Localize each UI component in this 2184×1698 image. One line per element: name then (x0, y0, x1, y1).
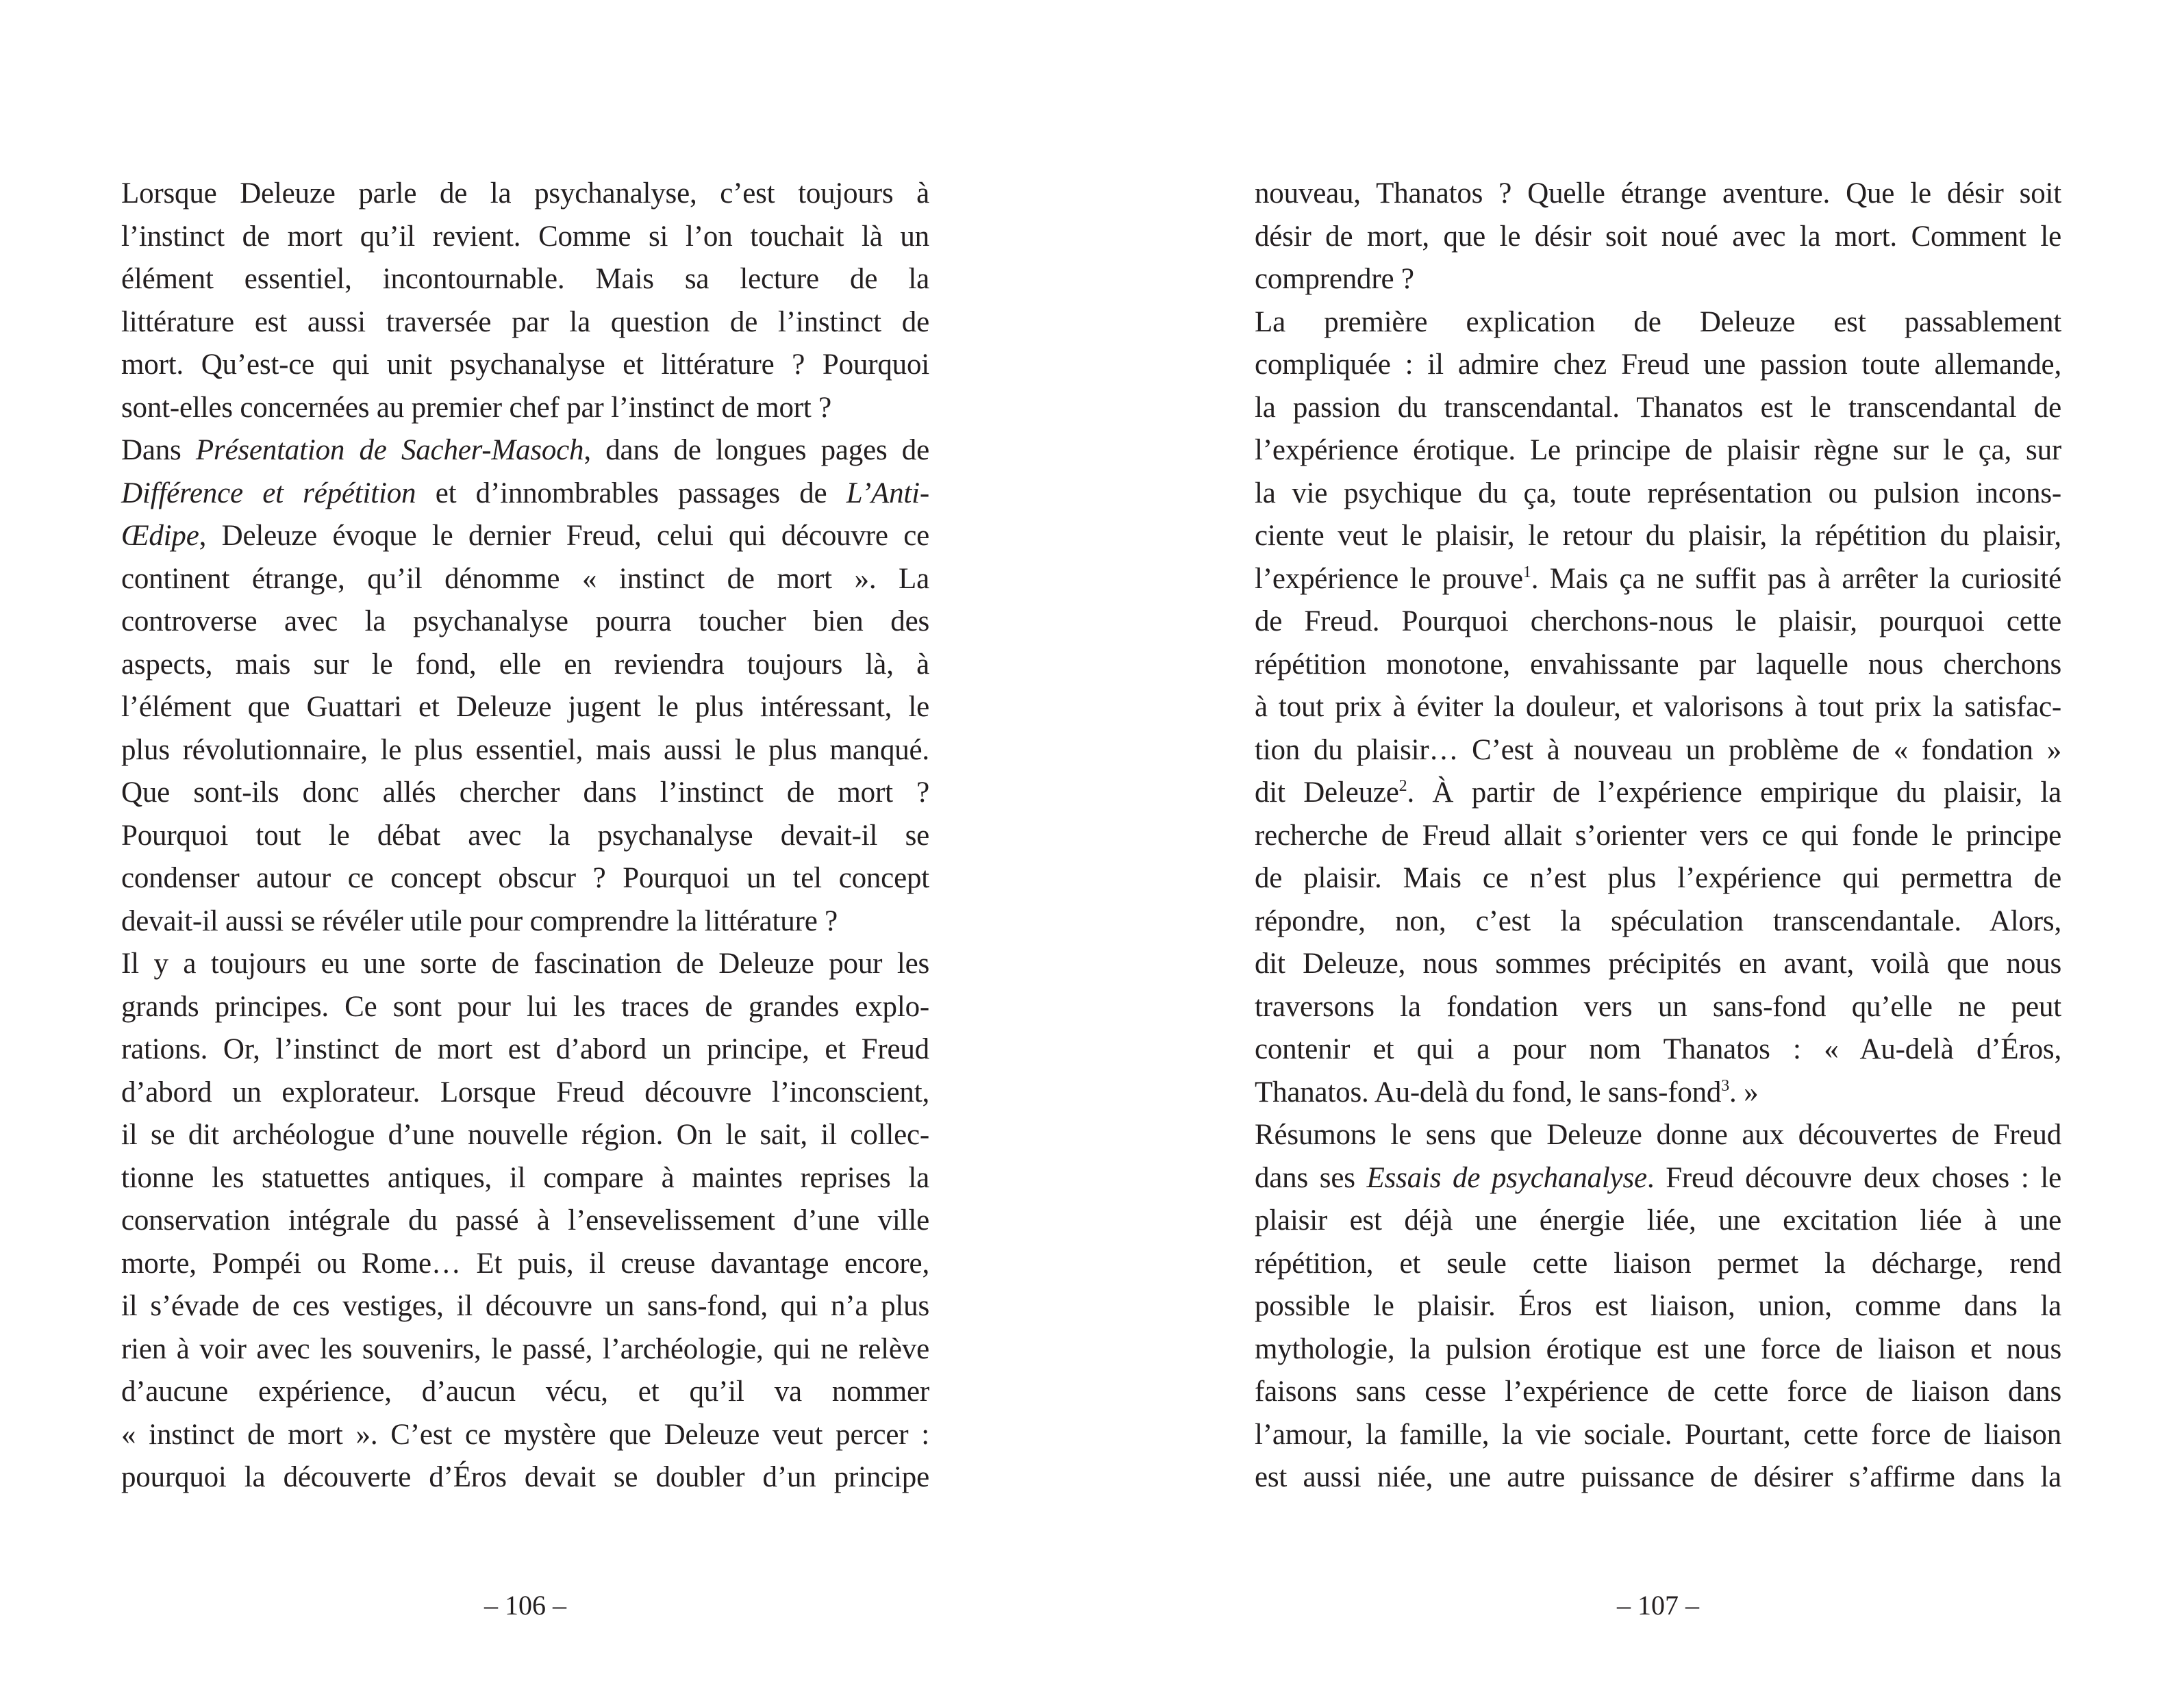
text-run: rien à voir avec les souvenirs, le passé, l’archéologie, qui ne relève (121, 1332, 929, 1365)
text-run: d’aucune expérience, d’aucun vécu, et qu’il va nommer (121, 1376, 929, 1408)
italic-title: Différence et répétition (121, 477, 416, 509)
text-run: . » (1729, 1076, 1759, 1108)
text-line (1255, 429, 2061, 472)
text-line (121, 216, 929, 259)
text-line (121, 772, 929, 815)
text-run: tion du plaisir… C’est à nouveau un problème de « fondation » (1255, 733, 2061, 766)
text-run: il s’évade de ces vestiges, il découvre un sans-fond, qui n’a plus (121, 1290, 929, 1322)
footnote-ref: 1 (1522, 563, 1531, 581)
text-run: devait-il aussi se révéler utile pour comprendre la littérature ? (121, 904, 838, 937)
text-line (1255, 515, 2061, 558)
text-run: Thanatos. Au-delà du fond, le sans-fond (1255, 1076, 1722, 1108)
text-run: l’élément que Guattari et Deleuze jugent le plus intéressant, le (121, 691, 929, 723)
text-line (121, 644, 929, 687)
text-line (121, 1243, 929, 1286)
text-line (1255, 1028, 2061, 1072)
left-page-number: – 106 – (484, 1590, 566, 1621)
text-run: plaisir est déjà une énergie liée, une excitation liée à une (1255, 1204, 2061, 1237)
text-line (121, 815, 929, 858)
text-line (121, 1456, 929, 1499)
text-run: est aussi niée, une autre puissance de désirer s’affirme dans la (1255, 1461, 2061, 1493)
right-page (1092, 0, 2184, 1698)
text-run: , Deleuze évoque le dernier Freud, celui qui découvre ce (199, 520, 929, 552)
left-page-body-text (121, 173, 929, 1499)
text-line (121, 857, 929, 900)
text-line (1255, 600, 2061, 644)
text-line (1255, 173, 2061, 216)
italic-title: Essais de psychanalyse (1366, 1161, 1647, 1194)
text-run: mort. Qu’est-ce qui unit psychanalyse et littérature ? Pourquoi (121, 349, 929, 381)
text-run: grands principes. Ce sont pour lui les traces de grandes explo- (121, 990, 929, 1023)
text-line (121, 1200, 929, 1243)
text-run: de Freud. Pourquoi cherchons-nous le plaisir, pourquoi cette (1255, 605, 2061, 637)
text-line (1255, 472, 2061, 516)
text-run: morte, Pompéi ou Rome… Et puis, il creuse davantage encore, (121, 1247, 929, 1280)
text-line (121, 1028, 929, 1072)
text-line (121, 1157, 929, 1200)
text-line (1255, 986, 2061, 1029)
text-run: traversons la fondation vers un sans-fond qu’elle ne peut (1255, 990, 2061, 1023)
text-run: la passion du transcendantal. Thanatos est le transcendantal de (1255, 391, 2061, 424)
text-run: élément essentiel, incontournable. Mais sa lecture de la (121, 263, 929, 295)
text-run: . À partir de l’expérience empirique du plaisir, la (1407, 776, 2061, 809)
text-run: mythologie, la pulsion érotique est une force de liaison et nous (1255, 1332, 2061, 1365)
text-run: Dans (121, 434, 196, 466)
text-run: pourquoi la découverte d’Éros devait se doubler d’un principe (121, 1461, 929, 1493)
text-run: , dans de longues pages de (583, 434, 929, 466)
text-run: il se dit archéologue d’une nouvelle région. On le sait, il collec- (121, 1119, 929, 1151)
text-line (1255, 815, 2061, 858)
text-run: Il y a toujours eu une sorte de fascination de Deleuze pour les (121, 948, 929, 980)
italic-title: Œdipe (121, 520, 199, 552)
right-page-number: – 107 – (1617, 1590, 1699, 1621)
text-run: l’expérience érotique. Le principe de plaisir règne sur le ça, sur (1255, 434, 2061, 466)
footnote-ref: 2 (1398, 777, 1407, 795)
text-line (1255, 943, 2061, 986)
text-run: dit Deleuze, nous sommes précipités en avant, voilà que nous (1255, 948, 2061, 980)
text-run: dit Deleuze (1255, 776, 1399, 809)
text-line (1255, 1456, 2061, 1499)
text-run: littérature est aussi traversée par la question de l’instinct de (121, 305, 929, 338)
text-line (121, 173, 929, 216)
text-run: aspects, mais sur le fond, elle en reviendra toujours là, à (121, 648, 929, 681)
text-run: conservation intégrale du passé à l’ensevelissement d’une ville (121, 1204, 929, 1237)
text-line (1255, 1414, 2061, 1457)
italic-title: L’Anti- (846, 477, 929, 509)
text-run: de plaisir. Mais ce n’est plus l’expérience qui permettra de (1255, 862, 2061, 894)
text-line (1255, 1243, 2061, 1286)
text-run: la vie psychique du ça, toute représentation ou pulsion incons- (1255, 477, 2061, 509)
text-line (1255, 772, 2061, 815)
text-line (121, 558, 929, 601)
text-line (121, 943, 929, 986)
text-line (1255, 1200, 2061, 1243)
text-line (121, 258, 929, 301)
text-run: tionne les statuettes antiques, il compare à maintes reprises la (121, 1161, 929, 1194)
text-line (121, 515, 929, 558)
text-line (121, 1114, 929, 1157)
text-line (121, 429, 929, 472)
text-line (1255, 258, 2061, 301)
text-run: répétition, et seule cette liaison permet la décharge, rend (1255, 1247, 2061, 1280)
text-line (121, 301, 929, 344)
text-line (1255, 558, 2061, 601)
footnote-ref: 3 (1721, 1076, 1730, 1095)
text-line (1255, 857, 2061, 900)
text-run: répondre, non, c’est la spéculation transcendantale. Alors, (1255, 904, 2061, 937)
text-run: possible le plaisir. Éros est liaison, union, comme dans la (1255, 1290, 2061, 1322)
text-run: contenir et qui a pour nom Thanatos : « Au-delà d’Éros, (1255, 1033, 2061, 1065)
text-line (121, 1328, 929, 1371)
text-run: . Freud découvre deux choses : le (1646, 1161, 2062, 1194)
text-line (1255, 900, 2061, 943)
text-line (121, 986, 929, 1029)
text-line (121, 686, 929, 729)
text-run: . Mais ça ne suffit pas à arrêter la curiosité (1531, 562, 2061, 595)
text-line (1255, 1157, 2061, 1200)
text-run: et d’innombrables passages de (416, 477, 846, 509)
text-run: à tout prix à éviter la douleur, et valorisons à tout prix la satisfac- (1255, 691, 2061, 723)
text-line (121, 1371, 929, 1414)
text-run: désir de mort, que le désir soit noué avec la mort. Comment le (1255, 220, 2061, 253)
text-run: compliquée : il admire chez Freud une passion toute allemande, (1255, 349, 2061, 381)
text-run: nouveau, Thanatos ? Quelle étrange aventure. Que le désir soit (1255, 177, 2061, 210)
text-line (1255, 729, 2061, 772)
text-run: controverse avec la psychanalyse pourra toucher bien des (121, 605, 929, 637)
text-run: Lorsque Deleuze parle de la psychanalyse, c’est toujours à (121, 177, 929, 210)
text-line (1255, 344, 2061, 387)
text-run: rations. Or, l’instinct de mort est d’abord un principe, et Freud (121, 1033, 929, 1065)
text-run: condenser autour ce concept obscur ? Pourquoi un tel concept (121, 862, 929, 894)
text-run: l’amour, la famille, la vie sociale. Pourtant, cette force de liaison (1255, 1418, 2061, 1451)
text-line (1255, 216, 2061, 259)
text-line (1255, 1072, 2061, 1115)
text-line (1255, 387, 2061, 430)
text-line (1255, 301, 2061, 344)
text-run: ciente veut le plaisir, le retour du plaisir, la répétition du plaisir, (1255, 520, 2061, 552)
text-run: dans ses (1255, 1161, 1367, 1194)
text-run: plus révolutionnaire, le plus essentiel, mais aussi le plus manqué. (121, 733, 929, 766)
text-line (121, 1072, 929, 1115)
text-run: faisons sans cesse l’expérience de cette force de liaison dans (1255, 1376, 2061, 1408)
italic-title: Présentation de Sacher-Masoch (195, 434, 584, 466)
text-run: comprendre ? (1255, 263, 1414, 295)
text-run: « instinct de mort ». C’est ce mystère que Deleuze veut percer : (121, 1418, 929, 1451)
text-run: d’abord un explorateur. Lorsque Freud découvre l’inconscient, (121, 1076, 929, 1108)
text-line (121, 1285, 929, 1328)
text-run: sont-elles concernées au premier chef par l’instinct de mort ? (121, 391, 832, 424)
right-page-body-text (1255, 173, 2061, 1499)
text-line (1255, 1285, 2061, 1328)
text-line (121, 1414, 929, 1457)
text-line (121, 600, 929, 644)
text-line (121, 344, 929, 387)
text-run: Résumons le sens que Deleuze donne aux découvertes de Freud (1255, 1119, 2061, 1151)
text-line (121, 900, 929, 943)
text-run: l’expérience le prouve (1255, 562, 1523, 595)
text-run: Pourquoi tout le débat avec la psychanalyse devait-il se (121, 819, 929, 852)
text-run: répétition monotone, envahissante par laquelle nous cherchons (1255, 648, 2061, 681)
text-line (1255, 686, 2061, 729)
text-run: l’instinct de mort qu’il revient. Comme si l’on touchait là un (121, 220, 929, 253)
text-line (121, 729, 929, 772)
text-line (121, 472, 929, 516)
text-line (1255, 644, 2061, 687)
text-run: continent étrange, qu’il dénomme « instinct de mort ». La (121, 562, 929, 595)
text-run: Que sont-ils donc allés chercher dans l’instinct de mort ? (121, 776, 929, 809)
text-line (1255, 1328, 2061, 1371)
text-run: recherche de Freud allait s’orienter vers ce qui fonde le principe (1255, 819, 2061, 852)
text-line (121, 387, 929, 430)
text-run: La première explication de Deleuze est passablement (1255, 305, 2061, 338)
text-line (1255, 1114, 2061, 1157)
text-line (1255, 1371, 2061, 1414)
